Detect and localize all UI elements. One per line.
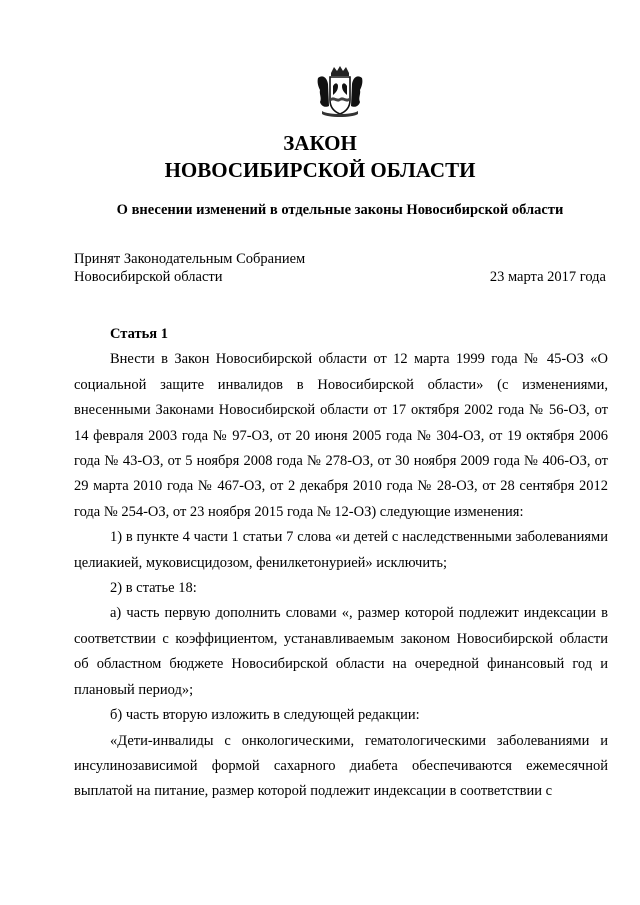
document-title: ЗАКОН [283, 131, 357, 155]
document-body [74, 322, 608, 805]
adoption-line-2: Новосибирской области [74, 269, 223, 285]
paragraph: б) часть вторую изложить в следующей редакции: [110, 707, 420, 724]
adoption-date: 23 марта 2017 года [489, 269, 606, 285]
adoption-block [74, 250, 606, 286]
article-heading: Статья 1 [110, 326, 168, 342]
paragraph: Внести в Закон Новосибирской области от 12 марта 1999 года № 45-ОЗ «О социальной защите инвалидов в Новосибирской области» (с изменениями, внесенными Законами Новосибирской области от 17 октября 2002 года № 56-ОЗ, от 14 февраля 2003 года № 97-ОЗ, от 20 июня 2005 года № 304-ОЗ, от 19 октября 2006 года № 43-ОЗ, от 5 ноября 2008 года № 278-ОЗ, от 30 ноября 2009 года № 406-ОЗ, от 29 марта 2010 года № 467-ОЗ, от 2 декабря 2010 года № 28-ОЗ, от 28 сентября 2012 года № 254-ОЗ, от 23 ноября 2015 года № 12-ОЗ) следующие изменения: [74, 351, 608, 520]
document-title-region: НОВОСИБИРСКОЙ ОБЛАСТИ [164, 158, 476, 182]
adoption-line-1: Принят Законодательным Собранием [74, 251, 306, 267]
coat-of-arms-icon [314, 64, 366, 120]
paragraph: 2) в статье 18: [110, 580, 197, 597]
paragraph: «Дети-инвалиды с онкологическими, гематологическими заболеваниями и инсулинозависимой формой сахарного диабета обеспечиваются ежемесячной выплатой на питание, размер которой подлежит индексации в соответствии с [74, 732, 608, 800]
paragraph: 1) в пункте 4 части 1 статьи 7 слова «и детей с наследственными заболеваниями целиакией, муковисцидозом, фенилкетонурией» исключить; [74, 529, 608, 571]
paragraph: а) часть первую дополнить словами «, размер которой подлежит индексации в соответствии с коэффициентом, устанавливаемым законом Новосибирской области об областном бюджете Новосибирской области на очередной финансовый год и плановый период»; [74, 605, 608, 698]
document-subtitle: О внесении изменений в отдельные законы Новосибирской области [116, 202, 564, 218]
